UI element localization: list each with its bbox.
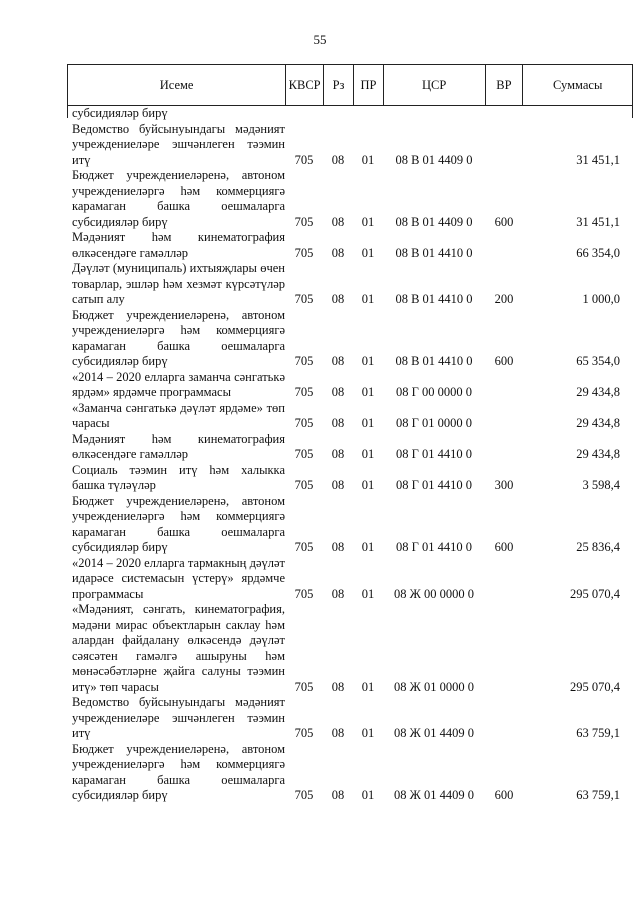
row-kvsr: 705 [294,416,314,430]
row-sum: 295 070,4 [570,679,620,694]
row-rz: 08 [331,788,345,802]
row-rz: 08 [331,447,345,461]
table-row [67,695,633,742]
row-name: Бюджет учреждениеләренә, автоном учреждениеләргә һәм коммерциягә карамаган башка оешмаларга субсидияләр бирү [72,493,285,554]
row-vr: 300 [494,478,514,492]
row-sum: 29 434,8 [576,416,620,430]
row-csr: 08 В 01 4409 0 [395,214,473,229]
row-rz: 08 [331,354,345,368]
row-sum: 295 070,4 [570,586,620,601]
row-kvsr: 705 [294,245,314,260]
header-kvsr: КВСР [285,65,323,105]
row-pr: 01 [361,679,375,694]
row-csr: 08 Ж 01 4409 0 [394,726,474,740]
row-rz: 08 [331,214,345,229]
row-rz: 08 [331,385,345,399]
row-csr: 08 Ж 00 0000 0 [394,586,474,601]
row-name: субсидияләр бирү [72,106,168,120]
row-pr: 01 [361,478,375,492]
table-row [67,168,633,230]
row-pr: 01 [361,245,375,260]
row-name: «Мәдәният, сәнгать, кинематография, мәдәни мирас объектларын саклау һәм алардан файдалану өлкәсендә дәүләт сәясәтен гамәлгә ашыруны һәм мөнәсәбәтләрне җайга салуны тәэмин итү» төп чарасы [72,602,285,694]
row-rz: 08 [331,540,345,554]
table-row [67,602,633,695]
row-csr: 08 Г 01 0000 0 [396,416,472,430]
row-name: Ведомство буйсынуындагы мәдәният учреждениеләре эшчәнлеген тәэмин итү [72,695,285,740]
row-pr: 01 [361,788,375,802]
row-csr: 08 Ж 01 0000 0 [394,679,474,694]
table-header [67,64,633,106]
row-sum: 1 000,0 [582,292,620,306]
row-vr: 600 [494,354,514,368]
row-vr: 600 [494,788,514,802]
row-kvsr: 705 [294,478,314,492]
row-csr: 08 Ж 01 4409 0 [394,788,474,802]
header-name: Исеме [159,77,194,92]
table-row [67,556,633,603]
table-body [67,106,633,804]
table-row [67,230,633,261]
row-sum: 3 598,4 [582,478,620,492]
header-sum: Суммасы [522,65,632,105]
row-rz: 08 [331,152,345,167]
row-kvsr: 705 [294,447,314,461]
row-name: «2014 – 2020 елларга тармакның дәүләт идарәсе системасын үстерү» ярдәмче программасы [72,555,285,601]
table-row [67,742,633,804]
header-vr: ВР [485,65,523,105]
row-sum: 29 434,8 [576,447,620,461]
row-sum: 63 759,1 [576,726,620,740]
row-sum: 25 836,4 [576,540,620,554]
row-csr: 08 Г 01 4410 0 [396,478,472,492]
row-name: Мәдәният һәм кинематография өлкәсендәге гамәлләр [72,230,285,260]
row-pr: 01 [361,385,375,399]
row-kvsr: 705 [294,679,314,694]
row-pr: 01 [361,292,375,306]
row-sum: 31 451,1 [576,214,620,229]
row-name: Бюджет учреждениеләренә, автоном учреждениеләргә һәм коммерциягә карамаган башка оешмаларга субсидияләр бирү [72,307,285,368]
row-csr: 08 В 01 4409 0 [395,152,473,167]
row-sum: 31 451,1 [576,152,620,167]
row-name: Социаль тәэмин итү һәм халыкка башка түләүләр [72,462,285,492]
row-name: Бюджет учреждениеләренә, автоном учреждениеләргә һәм коммерциягә карамаган башка оешмаларга субсидияләр бирү [72,741,285,802]
header-rz: Рз [323,65,353,105]
row-kvsr: 705 [294,214,314,229]
row-name: Ведомство буйсынуындагы мәдәният учреждениеләре эшчәнлеген тәэмин итү [72,121,285,167]
row-vr: 600 [494,540,514,554]
table-row [67,308,633,370]
row-kvsr: 705 [294,540,314,554]
row-name: Бюджет учреждениеләренә, автоном учреждениеләргә һәм коммерциягә карамаган башка оешмаларга субсидияләр бирү [72,168,285,229]
table-row [67,432,633,463]
table-row [67,370,633,401]
row-name: Дәүләт (муниципаль) ихтыяҗлары өчен товарлар, эшләр һәм хезмәт күрсәтүләр сатып алу [72,261,285,306]
row-pr: 01 [361,152,375,167]
table-row [67,494,633,556]
row-vr: 600 [494,214,514,229]
table-row [67,106,633,122]
row-pr: 01 [361,214,375,229]
row-sum: 29 434,8 [576,385,620,399]
row-kvsr: 705 [294,152,314,167]
row-csr: 08 Г 01 4410 0 [396,447,472,461]
row-rz: 08 [331,416,345,430]
row-name: Мәдәният һәм кинематография өлкәсендәге гамәлләр [72,431,285,461]
row-csr: 08 Г 00 0000 0 [396,385,472,399]
table-row [67,122,633,169]
row-rz: 08 [331,292,345,306]
table-row [67,261,633,308]
row-name: «2014 – 2020 елларга заманча сәнгатькә ярдәм» ярдәмче программасы [72,369,285,399]
row-kvsr: 705 [294,788,314,802]
row-rz: 08 [331,245,345,260]
row-sum: 65 354,0 [576,354,620,368]
row-kvsr: 705 [294,292,314,306]
row-rz: 08 [331,586,345,601]
row-pr: 01 [361,354,375,368]
row-csr: 08 В 01 4410 0 [395,292,473,306]
row-rz: 08 [331,679,345,694]
row-kvsr: 705 [294,586,314,601]
row-rz: 08 [331,478,345,492]
table-row [67,401,633,432]
header-pr: ПР [353,65,383,105]
row-pr: 01 [361,586,375,601]
row-csr: 08 В 01 4410 0 [395,354,473,368]
table-row [67,463,633,494]
row-sum: 66 354,0 [576,245,620,260]
row-pr: 01 [361,447,375,461]
header-csr: ЦСР [383,65,485,105]
row-pr: 01 [361,726,375,740]
row-vr: 200 [494,292,514,306]
row-rz: 08 [331,726,345,740]
row-pr: 01 [361,540,375,554]
row-csr: 08 Г 01 4410 0 [396,540,472,554]
row-pr: 01 [361,416,375,430]
row-kvsr: 705 [294,385,314,399]
row-sum: 63 759,1 [576,788,620,802]
row-kvsr: 705 [294,354,314,368]
row-csr: 08 В 01 4410 0 [395,245,473,260]
row-kvsr: 705 [294,726,314,740]
page-number: 55 [313,32,327,47]
row-name: «Заманча сәнгатькә дәүләт ярдәме» төп чарасы [72,400,285,430]
